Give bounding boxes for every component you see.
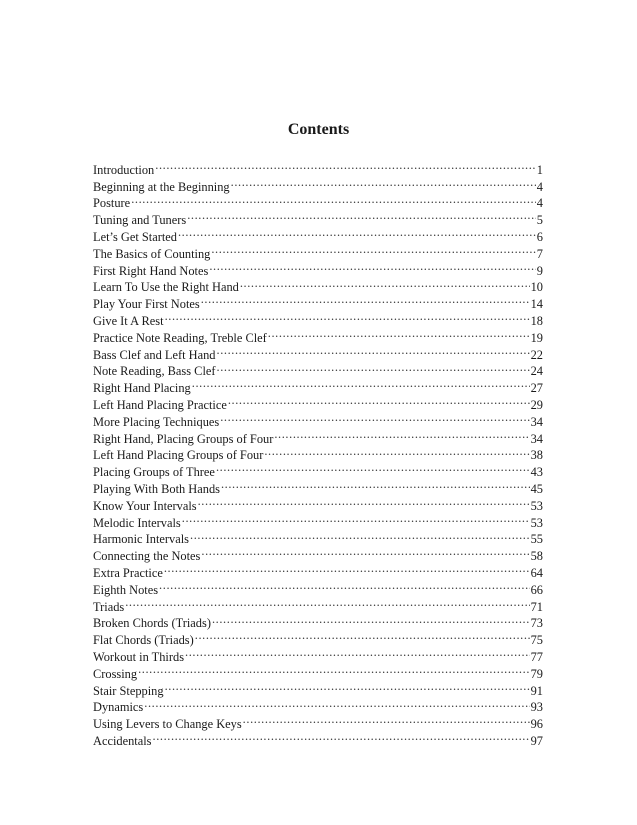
toc-entry-title: Left Hand Placing Groups of Four — [93, 448, 264, 463]
toc-entry-title: Flat Chords (Triads) — [93, 633, 194, 648]
toc-entry-title: Posture — [93, 196, 131, 211]
toc-entry-title: Let’s Get Started — [93, 229, 177, 244]
toc-entry[interactable] — [93, 594, 543, 614]
toc-entry-title: Melodic Intervals — [93, 515, 181, 530]
toc-entry[interactable] — [93, 207, 543, 228]
toc-dot-leader — [201, 291, 530, 308]
toc-entry-page: 93 — [530, 700, 543, 715]
toc-dot-leader — [190, 527, 530, 544]
toc-entry-title: The Basics of Counting — [93, 246, 211, 261]
toc-dot-leader — [264, 443, 529, 460]
toc-dot-leader — [187, 207, 536, 224]
toc-entry-page: 55 — [530, 532, 543, 547]
toc-entry-title: Stair Stepping — [93, 683, 164, 698]
toc-entry-page: 7 — [536, 246, 543, 261]
toc-entry-page: 18 — [530, 313, 543, 328]
toc-entry-title: Left Hand Placing Practice — [93, 397, 227, 412]
toc-entry-page: 53 — [530, 498, 543, 513]
toc-entry-page: 58 — [530, 549, 543, 564]
toc-entry[interactable] — [93, 157, 543, 177]
toc-entry-title: Eighth Notes — [93, 582, 159, 597]
toc-dot-leader — [268, 325, 530, 342]
toc-entry-title: Dynamics — [93, 700, 144, 715]
toc-entry-page: 66 — [530, 582, 543, 597]
toc-dot-leader — [240, 275, 530, 292]
toc-entry[interactable] — [93, 661, 543, 681]
toc-entry-page: 27 — [530, 381, 543, 396]
toc-entry-title: Playing With Both Hands — [93, 481, 220, 496]
toc-dot-leader — [125, 594, 529, 611]
toc-entry-page: 53 — [530, 515, 543, 530]
toc-entry-title: Know Your Intervals — [93, 498, 197, 513]
toc-dot-leader — [201, 543, 529, 560]
toc-entry-page: 43 — [530, 465, 543, 480]
toc-entry-title: Beginning at the Beginning — [93, 179, 230, 194]
table-of-contents — [93, 157, 543, 748]
toc-dot-leader — [153, 728, 530, 745]
toc-entry-page: 22 — [530, 347, 543, 362]
toc-dot-leader — [220, 409, 529, 426]
toc-entry-title: Placing Groups of Three — [93, 465, 215, 480]
toc-dot-leader — [182, 510, 530, 527]
toc-dot-leader — [243, 711, 530, 728]
toc-dot-leader — [138, 661, 530, 678]
toc-entry-page: 96 — [530, 717, 543, 732]
toc-entry-title: Give It A Rest — [93, 313, 164, 328]
toc-entry-title: Connecting the Notes — [93, 549, 201, 564]
toc-entry-title: First Right Hand Notes — [93, 263, 209, 278]
toc-entry-page: 34 — [530, 414, 543, 429]
toc-entry-page: 97 — [530, 733, 543, 748]
toc-entry-page: 73 — [530, 616, 543, 631]
toc-entry-page: 34 — [530, 431, 543, 446]
toc-entry-title: Play Your First Notes — [93, 297, 200, 312]
toc-entry-page: 4 — [536, 179, 543, 194]
toc-entry[interactable] — [93, 678, 543, 698]
toc-entry[interactable] — [93, 611, 543, 631]
toc-entry-title: Using Levers to Change Keys — [93, 717, 242, 732]
toc-entry-title: More Placing Techniques — [93, 414, 220, 429]
toc-dot-leader — [217, 342, 530, 359]
toc-entry-title: Extra Practice — [93, 565, 163, 580]
toc-dot-leader — [185, 644, 530, 661]
toc-entry-page: 9 — [536, 263, 543, 278]
toc-entry-page: 45 — [530, 481, 543, 496]
toc-dot-leader — [217, 359, 530, 376]
toc-entry-title: Right Hand Placing — [93, 381, 191, 396]
toc-dot-leader — [228, 392, 530, 409]
toc-entry-title: Bass Clef and Left Hand — [93, 347, 216, 362]
toc-entry-page: 5 — [536, 213, 543, 228]
toc-dot-leader — [221, 476, 530, 493]
toc-dot-leader — [195, 627, 530, 644]
toc-entry-title: Broken Chords (Triads) — [93, 616, 211, 631]
toc-dot-leader — [131, 191, 536, 208]
toc-dot-leader — [144, 695, 529, 712]
toc-dot-leader — [198, 493, 530, 510]
toc-entry-page: 71 — [530, 599, 543, 614]
toc-entry-page: 4 — [536, 196, 543, 211]
toc-entry-page: 10 — [530, 280, 543, 295]
toc-entry-page: 19 — [530, 330, 543, 345]
toc-entry-page: 14 — [530, 297, 543, 312]
toc-dot-leader — [164, 560, 530, 577]
toc-entry-title: Triads — [93, 599, 125, 614]
toc-entry-page: 79 — [530, 666, 543, 681]
toc-entry-title: Workout in Thirds — [93, 649, 185, 664]
toc-entry-page: 29 — [530, 397, 543, 412]
toc-entry-title: Harmonic Intervals — [93, 532, 189, 547]
toc-entry-page: 6 — [536, 229, 543, 244]
toc-entry-page: 77 — [530, 649, 543, 664]
toc-entry[interactable] — [93, 711, 543, 732]
toc-entry-title: Learn To Use the Right Hand — [93, 280, 239, 295]
toc-dot-leader — [159, 577, 530, 594]
page-title: Contents — [287, 121, 350, 138]
toc-entry[interactable] — [93, 174, 543, 194]
toc-dot-leader — [155, 157, 536, 174]
toc-entry[interactable] — [93, 577, 543, 597]
toc-dot-leader — [231, 174, 536, 191]
toc-dot-leader — [274, 426, 529, 443]
toc-dot-leader — [211, 241, 535, 258]
toc-entry[interactable] — [93, 695, 543, 715]
toc-entry-title: Note Reading, Bass Clef — [93, 364, 216, 379]
toc-entry-page: 64 — [530, 565, 543, 580]
toc-entry-page: 38 — [530, 448, 543, 463]
toc-dot-leader — [209, 258, 535, 275]
toc-dot-leader — [212, 611, 530, 628]
toc-entry[interactable] — [93, 728, 543, 748]
toc-entry-page: 75 — [530, 633, 543, 648]
toc-entry-title: Right Hand, Placing Groups of Four — [93, 431, 274, 446]
toc-entry-page: 91 — [530, 683, 543, 698]
toc-entry[interactable] — [93, 191, 543, 211]
toc-entry-page: 24 — [530, 364, 543, 379]
toc-entry-title: Accidentals — [93, 733, 152, 748]
toc-entry-title: Introduction — [93, 162, 155, 177]
toc-entry-title: Crossing — [93, 666, 138, 681]
toc-dot-leader — [192, 375, 530, 392]
toc-entry-page: 1 — [536, 162, 543, 177]
toc-dot-leader — [165, 678, 530, 695]
toc-dot-leader — [216, 459, 530, 476]
toc-entry-title: Practice Note Reading, Treble Clef — [93, 330, 267, 345]
toc-dot-leader — [165, 308, 530, 325]
toc-dot-leader — [178, 224, 536, 241]
toc-entry-title: Tuning and Tuners — [93, 213, 187, 228]
